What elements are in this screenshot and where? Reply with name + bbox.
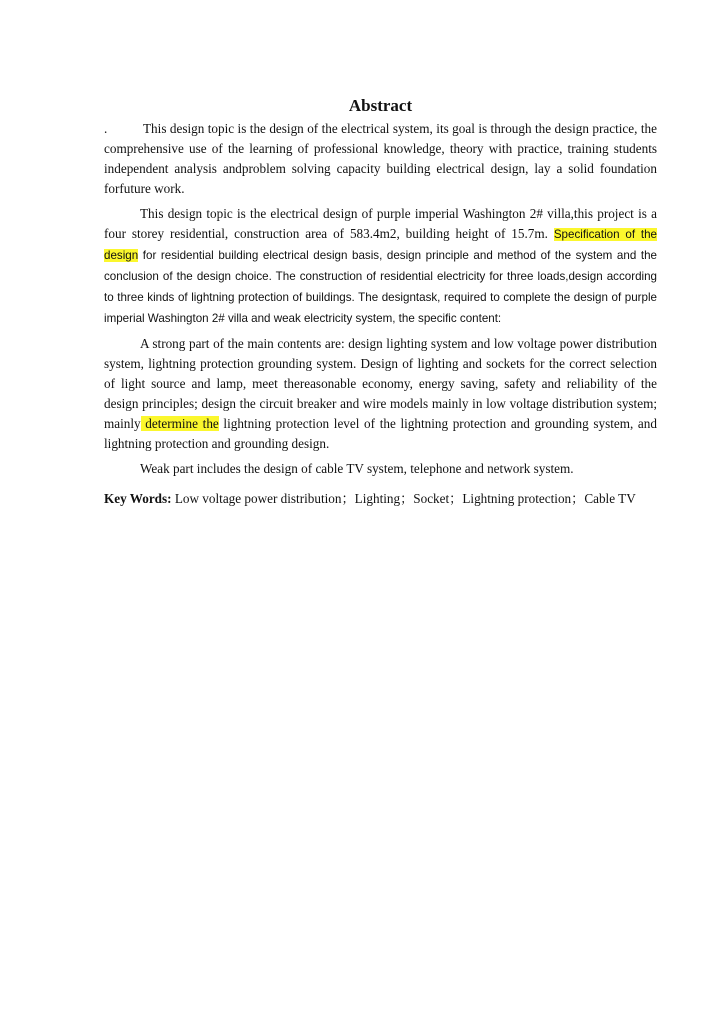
abstract-title: Abstract <box>348 96 413 115</box>
paragraph-lead-mark: . <box>104 121 108 136</box>
abstract-paragraph-4: Weak part includes the design of cable TV system, telephone and network system. <box>140 461 574 476</box>
highlighted-phrase: Specification of the design <box>104 228 657 262</box>
paragraph-2-sans-text: for residential building electrical design basis, design principle and method of the system and the conclusion of the design choice. The construction of residential electricity for three loads,design according to three kinds of lightning protection of buildings. The designtask, required to complete the design of purple imperial Washington 2# villa and weak electricity system, the specific content: <box>104 249 657 325</box>
keywords-line <box>104 485 657 513</box>
paragraph-3-text-after: lightning protection level of the lightning protection and grounding system, and lightning protection and grounding design. <box>104 416 657 451</box>
abstract-section <box>104 94 657 513</box>
keywords-text: Low voltage power distribution；Lighting；Socket；Lightning protection；Cable TV <box>171 491 636 506</box>
abstract-paragraph-2 <box>104 204 657 329</box>
abstract-paragraph-3 <box>104 334 657 454</box>
keywords-label: Key Words: <box>104 491 172 506</box>
highlighted-phrase: determine the <box>140 416 219 431</box>
paragraph-3-text-before: A strong part of the main contents are: design lighting system and low voltage power distribution system, lightning protection grounding system. Design of lighting and sockets for the correct selection of light source and lamp, meet thereasonable economy, energy saving, safety and reliability of the design principles; design the circuit breaker and wire models mainly in low voltage distribution system; mainly <box>104 336 657 431</box>
abstract-paragraph-1 <box>104 119 657 199</box>
paragraph-2-serif-text: This design topic is the electrical design of purple imperial Washington 2# villa,this project is a four storey residential, construction area of 583.4m2, building height of 15.7m. <box>104 206 657 241</box>
paragraph-1-text: This design topic is the design of the electrical system, its goal is through the design practice, the comprehensive use of the learning of professional knowledge, theory with practice, training students independent analysis andproblem solving capacity building electrical design, lay a solid foundation forfuture work. <box>104 121 657 196</box>
